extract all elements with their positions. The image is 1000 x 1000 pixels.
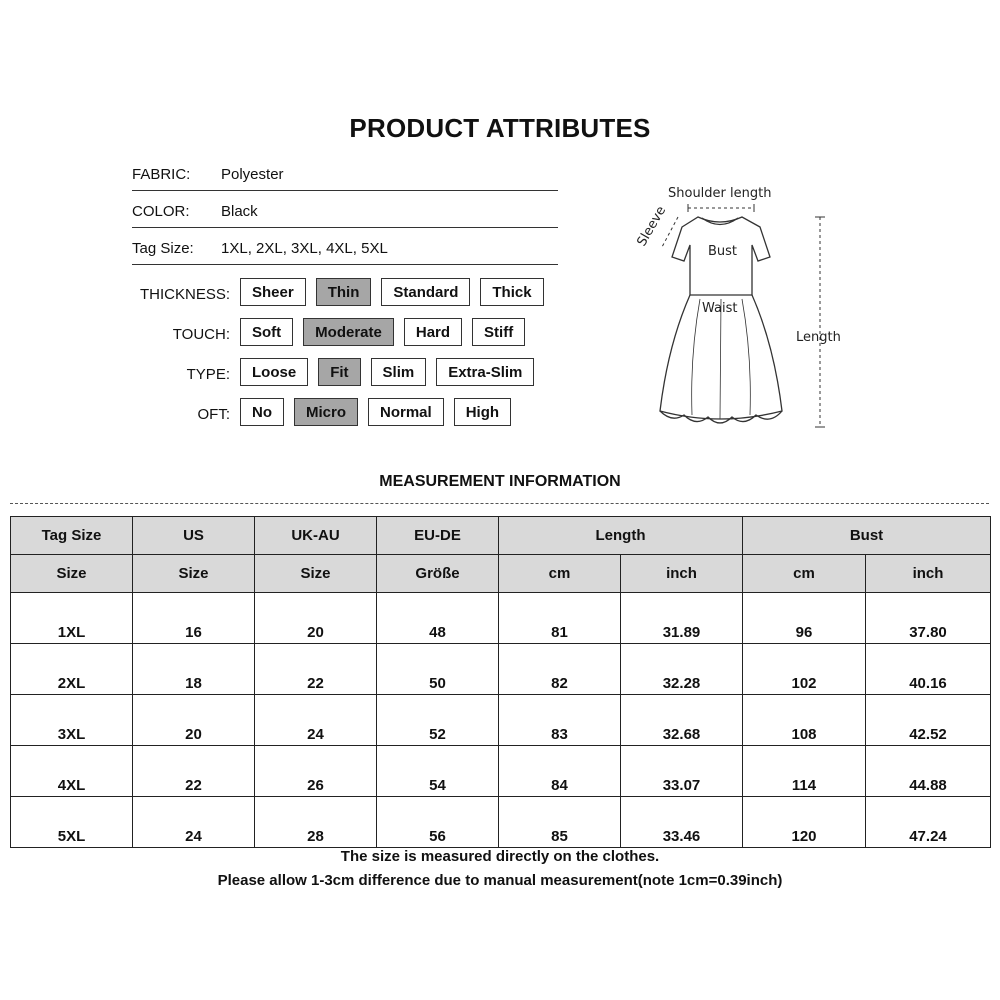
option-thick: Thick [480,278,543,306]
table-cell: 42.52 [866,695,991,746]
divider [132,264,558,265]
attr-label: Tag Size: [132,240,194,257]
skirt-folds [692,299,751,419]
option-soft: Soft [240,318,293,346]
header-cell: Tag Size [11,517,133,555]
length-label: Length [796,330,841,345]
shoulder-length-label: Shoulder length [668,186,772,201]
table-cell: 32.28 [621,644,743,695]
table-cell: 22 [133,746,255,797]
table-cell: 82 [499,644,621,695]
option-micro-selected: Micro [294,398,358,426]
table-row [11,797,991,848]
table-cell: 102 [743,644,866,695]
table-cell: 81 [499,593,621,644]
option-no: No [240,398,284,426]
option-sheer: Sheer [240,278,306,306]
note-line-1: The size is measured directly on the clothes. [340,848,660,865]
table-cell: 85 [499,797,621,848]
option-label: TYPE: [186,366,230,383]
option-normal: Normal [368,398,444,426]
table-cell: 24 [255,695,377,746]
option-fit-selected: Fit [318,358,360,386]
table-cell: 83 [499,695,621,746]
header-cell: US [133,517,255,555]
attr-value: 1XL, 2XL, 3XL, 4XL, 5XL [221,240,388,257]
waist-label: Waist [702,301,738,316]
table-cell: 24 [133,797,255,848]
neckline [702,218,738,225]
header-cell: UK-AU [255,517,377,555]
header-cell: Size [255,555,377,593]
option-thin-selected: Thin [316,278,372,306]
dashed-divider [10,503,989,504]
table-cell: 56 [377,797,499,848]
attr-label: COLOR: [132,203,190,220]
table-cell: 84 [499,746,621,797]
attr-value: Polyester [221,166,284,183]
header-cell: Size [11,555,133,593]
bust-label: Bust [708,244,738,259]
sleeve-measure-line [662,217,678,247]
dress-diagram [620,175,880,440]
divider [132,190,558,191]
option-label: TOUCH: [172,326,230,343]
table-cell: 1XL [11,593,133,644]
hem [660,411,782,423]
table-cell: 20 [133,695,255,746]
attr-tag-size [132,240,558,276]
table-cell: 52 [377,695,499,746]
attr-value: Black [221,203,258,220]
attr-fabric [132,166,558,202]
sleeve-label: Sleeve [634,203,670,249]
header-cell: Größe [377,555,499,593]
option-label: OFT: [197,406,230,423]
measurement-title: MEASUREMENT INFORMATION [379,473,621,490]
option-high: High [454,398,511,426]
table-cell: 54 [377,746,499,797]
table-cell: 33.46 [621,797,743,848]
header-cell: EU-DE [377,517,499,555]
table-row [11,644,991,695]
table-cell: 22 [255,644,377,695]
table-cell: 32.68 [621,695,743,746]
header-cell: Size [133,555,255,593]
attr-color [132,203,558,239]
header-cell: Bust [743,517,991,555]
header-cell: cm [499,555,621,593]
divider [132,227,558,228]
header-cell: inch [866,555,991,593]
table-row [11,695,991,746]
table-cell: 120 [743,797,866,848]
table-cell: 20 [255,593,377,644]
attr-label: FABRIC: [132,166,191,183]
header-cell: cm [743,555,866,593]
measurement-table [10,516,991,848]
table-row [11,746,991,797]
table-cell: 28 [255,797,377,848]
header-cell: inch [621,555,743,593]
option-label: THICKNESS: [139,286,230,303]
table-cell: 5XL [11,797,133,848]
table-cell: 47.24 [866,797,991,848]
table-subheader-row [11,555,991,593]
option-standard: Standard [381,278,470,306]
table-cell: 37.80 [866,593,991,644]
table-cell: 48 [377,593,499,644]
table-cell: 96 [743,593,866,644]
table-cell: 40.16 [866,644,991,695]
table-cell: 18 [133,644,255,695]
table-cell: 33.07 [621,746,743,797]
option-moderate-selected: Moderate [303,318,394,346]
option-stiff: Stiff [472,318,525,346]
table-cell: 108 [743,695,866,746]
option-slim: Slim [371,358,427,386]
table-cell: 26 [255,746,377,797]
table-cell: 2XL [11,644,133,695]
option-loose: Loose [240,358,308,386]
table-cell: 16 [133,593,255,644]
table-cell: 50 [377,644,499,695]
option-extra-slim: Extra-Slim [436,358,534,386]
option-hard: Hard [404,318,462,346]
table-cell: 4XL [11,746,133,797]
page-title: PRODUCT ATTRIBUTES [349,113,651,143]
note-line-2: Please allow 1-3cm difference due to manual measurement(note 1cm=0.39inch) [217,872,783,889]
table-header-row [11,517,991,555]
header-cell: Length [499,517,743,555]
table-cell: 44.88 [866,746,991,797]
table-row [11,593,991,644]
table-cell: 31.89 [621,593,743,644]
table-cell: 114 [743,746,866,797]
table-cell: 3XL [11,695,133,746]
